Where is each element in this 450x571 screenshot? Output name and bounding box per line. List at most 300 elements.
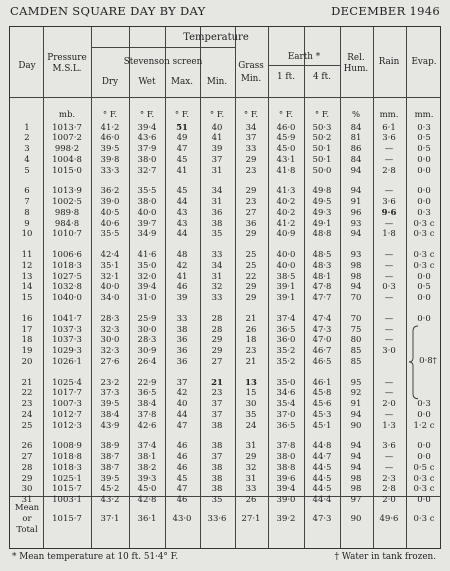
header-min: Min. xyxy=(206,77,228,87)
cell-rh: 70 xyxy=(350,293,362,303)
cell-grass: 22 xyxy=(245,271,257,282)
cell-wet: 35·0 xyxy=(137,260,157,271)
cell-e4: 45·8 xyxy=(312,388,332,399)
cell-wet: 42·6 xyxy=(137,420,157,431)
cell-min: 27 xyxy=(211,356,223,367)
cell-e1: 41·3 xyxy=(276,186,296,197)
cell-max: 39 xyxy=(176,293,188,303)
cell-evap: 0·0 xyxy=(417,197,431,207)
cell-wet: 40·0 xyxy=(137,207,157,218)
cell-evap: 0·5 xyxy=(417,144,431,154)
cell-grass: 23 xyxy=(245,197,257,207)
column-divider xyxy=(200,27,201,548)
header-evap: Evap. xyxy=(411,57,437,67)
cell-max: 43 xyxy=(176,218,188,229)
cell-rain: — xyxy=(384,388,394,399)
cell-max: 33 xyxy=(176,313,188,324)
cell-evap: 0·3 c xyxy=(413,484,435,495)
cell-rain: 2·8 xyxy=(382,484,396,495)
cell-rh: 75 xyxy=(350,324,362,335)
cell-e1: 35·2 xyxy=(276,346,296,356)
cell-rain: — xyxy=(384,324,394,335)
cell-max: 45 xyxy=(176,154,188,165)
cell-rh: 90 xyxy=(350,420,362,431)
cell-rain: — xyxy=(384,293,394,303)
summary-max: 43·0 xyxy=(172,514,192,524)
cell-wet: 37·9 xyxy=(137,144,157,154)
cell-rh: 94 xyxy=(350,409,362,420)
cell-grass: 33 xyxy=(245,484,257,495)
cell-p: 1029·3 xyxy=(52,346,82,356)
summary-wet: 36·1 xyxy=(137,514,157,524)
cell-grass: 32 xyxy=(245,462,257,473)
cell-max: 47 xyxy=(176,144,188,154)
cell-p: 1006·6 xyxy=(52,250,82,260)
cell-wet: 37·4 xyxy=(137,441,157,452)
cell-e4: 50·1 xyxy=(312,144,332,154)
cell-rain: 1·3 xyxy=(382,420,396,431)
column-divider xyxy=(91,27,92,548)
row-day: 3 xyxy=(24,144,30,154)
cell-p: 1012·7 xyxy=(52,409,82,420)
cell-wet: 36·5 xyxy=(137,388,157,399)
cell-evap: 0·3 c xyxy=(413,250,435,260)
cell-e1: 45·9 xyxy=(276,133,296,144)
cell-min: 41 xyxy=(211,133,223,144)
row-day: 17 xyxy=(21,324,33,335)
evap-frozen-value: 0·8† xyxy=(419,356,437,367)
cell-max: 47 xyxy=(176,420,188,431)
cell-e1: 41·2 xyxy=(276,218,296,229)
cell-p: 1013·9 xyxy=(52,186,82,197)
cell-p: 1012·3 xyxy=(52,420,82,431)
cell-e4: 44·4 xyxy=(312,495,332,505)
cell-e4: 44·7 xyxy=(312,452,332,462)
cell-p: 1013·7 xyxy=(52,122,82,133)
row-day: 22 xyxy=(21,388,33,399)
cell-rain: — xyxy=(384,154,394,165)
cell-rh: 94 xyxy=(350,165,362,176)
cell-rain: 1·8 xyxy=(382,229,396,240)
header-pressure-msl: M.S.L. xyxy=(52,64,82,74)
cell-evap: 0·0 xyxy=(417,165,431,176)
summary-label-mean: Mean xyxy=(14,503,40,513)
cell-wet: 43·6 xyxy=(137,133,157,144)
cell-e4: 46·5 xyxy=(312,356,332,367)
cell-rain: 2·3 xyxy=(382,473,396,484)
cell-rh: 81 xyxy=(350,133,362,144)
cell-max: 44 xyxy=(176,197,188,207)
cell-min: 35 xyxy=(211,229,223,240)
cell-min: 21 xyxy=(211,377,223,388)
cell-wet: 31·0 xyxy=(137,293,157,303)
cell-grass: 29 xyxy=(245,282,257,293)
cell-max: 36 xyxy=(176,346,188,356)
cell-rain: — xyxy=(384,250,394,260)
cell-grass: 29 xyxy=(245,229,257,240)
cell-rain: 3·6 xyxy=(382,133,396,144)
cell-grass: 24 xyxy=(245,420,257,431)
cell-wet: 34·9 xyxy=(137,229,157,240)
header-pressure: Pressure xyxy=(47,53,87,63)
cell-p: 1025·4 xyxy=(52,377,82,388)
cell-dry: 40·5 xyxy=(100,207,120,218)
cell-e1: 35·4 xyxy=(276,399,296,409)
cell-e4: 46·1 xyxy=(312,377,332,388)
cell-evap: 0·0 xyxy=(417,186,431,197)
cell-dry: 40·0 xyxy=(100,282,120,293)
cell-max: 41 xyxy=(176,165,188,176)
cell-p: 1008·9 xyxy=(52,441,82,452)
row-day: 6 xyxy=(24,186,30,197)
cell-e1: 39·0 xyxy=(276,495,296,505)
cell-e1: 45·0 xyxy=(276,144,296,154)
cell-evap: 0·0 xyxy=(417,271,431,282)
cell-grass: 31 xyxy=(245,441,257,452)
cell-e1: 41·8 xyxy=(276,165,296,176)
cell-wet: 38·4 xyxy=(137,399,157,409)
cell-max: 47 xyxy=(176,484,188,495)
cell-min: 38 xyxy=(211,462,223,473)
cell-min: 31 xyxy=(211,197,223,207)
cell-min: 28 xyxy=(211,313,223,324)
cell-dry: 42·4 xyxy=(100,250,120,260)
row-day: 1 xyxy=(24,122,30,133)
cell-e1: 34·6 xyxy=(276,388,296,399)
cell-e1: 40·9 xyxy=(276,229,296,240)
cell-max: 46 xyxy=(176,282,188,293)
cell-e1: 37·0 xyxy=(276,409,296,420)
unit-max: ° F. xyxy=(174,110,190,120)
cell-wet: 38·2 xyxy=(137,462,157,473)
cell-dry: 38·4 xyxy=(100,409,120,420)
cell-dry: 39·5 xyxy=(100,144,120,154)
column-divider xyxy=(235,27,236,548)
cell-wet: 32·7 xyxy=(137,165,157,176)
cell-grass: 26 xyxy=(245,495,257,505)
cell-dry: 32·3 xyxy=(100,346,120,356)
cell-e1: 40·2 xyxy=(276,207,296,218)
row-day: 26 xyxy=(21,441,33,452)
cell-e1: 39·6 xyxy=(276,473,296,484)
cell-wet: 39·7 xyxy=(137,218,157,229)
cell-min: 32 xyxy=(211,282,223,293)
cell-rh: 94 xyxy=(350,186,362,197)
header-earth-1ft: 1 ft. xyxy=(277,72,295,82)
cell-dry: 35·1 xyxy=(100,260,120,271)
row-day: 16 xyxy=(21,313,33,324)
cell-evap: 0·3 xyxy=(417,399,431,409)
cell-evap: 0·3 c xyxy=(413,260,435,271)
column-divider xyxy=(406,27,407,548)
cell-max: 42 xyxy=(176,388,188,399)
cell-e1: 36·0 xyxy=(276,335,296,346)
cell-grass: 29 xyxy=(245,293,257,303)
summary-grass: 27·1 xyxy=(241,514,261,524)
cell-e1: 40·2 xyxy=(276,197,296,207)
cell-p: 1032·8 xyxy=(52,282,82,293)
cell-dry: 34·0 xyxy=(100,293,120,303)
cell-rain: 2·0 xyxy=(382,399,396,409)
cell-max: 36 xyxy=(176,335,188,346)
cell-min: 34 xyxy=(211,260,223,271)
cell-min: 38 xyxy=(211,441,223,452)
cell-min: 38 xyxy=(211,218,223,229)
cell-evap: 0·0 xyxy=(417,452,431,462)
column-divider xyxy=(165,27,166,548)
summary-p: 1015·7 xyxy=(52,514,82,524)
cell-dry: 28·3 xyxy=(100,313,120,324)
cell-p: 1015·0 xyxy=(52,165,82,176)
cell-min: 38 xyxy=(211,484,223,495)
row-day: 2 xyxy=(24,133,30,144)
cell-min: 37 xyxy=(211,409,223,420)
cell-grass: 29 xyxy=(245,154,257,165)
cell-wet: 28·3 xyxy=(137,335,157,346)
cell-dry: 40·6 xyxy=(100,218,120,229)
cell-rain: 3·6 xyxy=(382,197,396,207)
column-divider xyxy=(304,27,305,548)
cell-wet: 26·4 xyxy=(137,356,157,367)
cell-min: 35 xyxy=(211,495,223,505)
cell-p: 1040·0 xyxy=(52,293,82,303)
unit-pressure: mb. xyxy=(58,110,76,120)
column-divider xyxy=(129,27,130,548)
cell-e4: 50·2 xyxy=(312,133,332,144)
cell-e4: 48·8 xyxy=(312,229,332,240)
cell-p: 1018·8 xyxy=(52,452,82,462)
cell-e1: 36·5 xyxy=(276,420,296,431)
cell-e1: 38·8 xyxy=(276,462,296,473)
cell-e4: 44·5 xyxy=(312,462,332,473)
cell-rh: 84 xyxy=(350,122,362,133)
cell-rain: — xyxy=(384,313,394,324)
cell-rh: 70 xyxy=(350,313,362,324)
cell-e1: 35·0 xyxy=(276,377,296,388)
cell-evap: 1·2 c xyxy=(413,420,435,431)
cell-e4: 48·5 xyxy=(312,250,332,260)
row-day: 9 xyxy=(24,218,30,229)
header-rain: Rain xyxy=(378,57,400,67)
cell-rain: — xyxy=(384,335,394,346)
cell-max: 49 xyxy=(176,133,188,144)
cell-grass: 29 xyxy=(245,186,257,197)
row-day: 31 xyxy=(21,495,33,505)
cell-e1: 40·0 xyxy=(276,260,296,271)
cell-grass: 15 xyxy=(245,388,257,399)
report-period: DECEMBER 1946 xyxy=(331,4,440,18)
cell-dry: 39·5 xyxy=(100,399,120,409)
header-day: Day xyxy=(18,61,36,71)
cell-e4: 47·0 xyxy=(312,335,332,346)
cell-min: 29 xyxy=(211,346,223,356)
cell-dry: 46·0 xyxy=(100,133,120,144)
row-day: 21 xyxy=(21,377,33,388)
cell-rain: 2·8 xyxy=(382,165,396,176)
cell-min: 37 xyxy=(211,452,223,462)
cell-min: 31 xyxy=(211,271,223,282)
cell-p: 1015·7 xyxy=(52,484,82,495)
cell-rain: — xyxy=(384,260,394,271)
cell-p: 1018·3 xyxy=(52,462,82,473)
cell-p: 1017·7 xyxy=(52,388,82,399)
cell-wet: 39·3 xyxy=(137,473,157,484)
unit-wet: ° F. xyxy=(139,110,155,120)
row-day: 29 xyxy=(21,473,33,484)
column-divider xyxy=(340,27,341,548)
cell-dry: 41·2 xyxy=(100,122,120,133)
cell-p: 1027·5 xyxy=(52,271,82,282)
cell-grass: 31 xyxy=(245,473,257,484)
unit-earth1: ° F. xyxy=(278,110,294,120)
cell-min: 33 xyxy=(211,250,223,260)
row-day: 30 xyxy=(21,484,33,495)
unit-min: ° F. xyxy=(209,110,225,120)
row-day: 23 xyxy=(21,399,33,409)
cell-e4: 50·3 xyxy=(312,122,332,133)
cell-min: 31 xyxy=(211,165,223,176)
cell-evap: 0·5 xyxy=(417,282,431,293)
cell-e4: 48·3 xyxy=(312,260,332,271)
cell-dry: 33·3 xyxy=(100,165,120,176)
header-earth-4ft: 4 ft. xyxy=(313,72,331,82)
cell-p: 1004·8 xyxy=(52,154,82,165)
cell-e4: 50·0 xyxy=(312,165,332,176)
page-header xyxy=(10,4,440,20)
cell-rain: 0·3 xyxy=(382,282,396,293)
cell-rh: 98 xyxy=(350,484,362,495)
cell-wet: 25·9 xyxy=(137,313,157,324)
row-day: 13 xyxy=(21,271,33,282)
cell-rh: 91 xyxy=(350,197,362,207)
cell-min: 23 xyxy=(211,388,223,399)
header-rule xyxy=(10,97,440,98)
row-day: 5 xyxy=(24,165,30,176)
cell-evap: 0·5 xyxy=(417,133,431,144)
cell-rh: 98 xyxy=(350,260,362,271)
cell-evap: 0·3 xyxy=(417,122,431,133)
cell-e4: 49·3 xyxy=(312,207,332,218)
column-divider xyxy=(43,27,44,548)
cell-grass: 35 xyxy=(245,409,257,420)
header-max: Max. xyxy=(170,77,194,87)
cell-min: 38 xyxy=(211,473,223,484)
cell-grass: 25 xyxy=(245,260,257,271)
header-earth: Earth * xyxy=(287,52,321,62)
cell-e1: 39·1 xyxy=(276,282,296,293)
row-day: 25 xyxy=(21,420,33,431)
footnote-frozen: † Water in tank frozen. xyxy=(334,552,436,562)
cell-min: 37 xyxy=(211,154,223,165)
cell-grass: 18 xyxy=(245,335,257,346)
cell-e4: 45·6 xyxy=(312,399,332,409)
cell-e4: 47·7 xyxy=(312,293,332,303)
cell-evap: 0·5 c xyxy=(413,462,435,473)
cell-e4: 49·5 xyxy=(312,197,332,207)
footnote-mean-temp: * Mean temperature at 10 ft. 51·4° F. xyxy=(12,552,179,562)
cell-wet: 38·0 xyxy=(137,197,157,207)
cell-e1: 43·1 xyxy=(276,154,296,165)
cell-dry: 23·2 xyxy=(100,377,120,388)
summary-rh: 90 xyxy=(350,514,362,524)
header-stevenson-screen: Stevenson screen xyxy=(123,57,203,67)
cell-p: 1010·7 xyxy=(52,229,82,240)
cell-rh: 92 xyxy=(350,388,362,399)
cell-rh: 93 xyxy=(350,250,362,260)
cell-grass: 21 xyxy=(245,313,257,324)
cell-rain: — xyxy=(384,462,394,473)
cell-dry: 39·5 xyxy=(100,473,120,484)
row-day: 14 xyxy=(21,282,33,293)
cell-rh: 94 xyxy=(350,441,362,452)
cell-rain: — xyxy=(384,377,394,388)
cell-evap: 0·0 xyxy=(417,495,431,505)
row-day: 24 xyxy=(21,409,33,420)
cell-max: 44 xyxy=(176,409,188,420)
cell-e4: 46·7 xyxy=(312,346,332,356)
temperature-rule xyxy=(91,47,235,48)
cell-grass: 25 xyxy=(245,250,257,260)
cell-dry: 32·3 xyxy=(100,324,120,335)
cell-p: 1025·1 xyxy=(52,473,82,484)
header-dry: Dry xyxy=(101,77,119,87)
summary-label-or: or xyxy=(22,514,32,524)
header-grass: Grass xyxy=(238,61,264,71)
column-divider xyxy=(373,27,374,548)
row-day: 11 xyxy=(21,250,33,260)
cell-dry: 30·0 xyxy=(100,335,120,346)
cell-rh: 94 xyxy=(350,452,362,462)
cell-e1: 40·0 xyxy=(276,250,296,260)
cell-rain: 3·0 xyxy=(382,346,396,356)
cell-rain: — xyxy=(384,452,394,462)
cell-rh: 98 xyxy=(350,271,362,282)
cell-max: 44 xyxy=(176,229,188,240)
cell-p: 1018·3 xyxy=(52,260,82,271)
cell-rain: 2·0 xyxy=(382,495,396,505)
cell-grass: 34 xyxy=(245,122,257,133)
cell-p: 1002·5 xyxy=(52,197,82,207)
cell-evap: 0·0 xyxy=(417,313,431,324)
cell-min: 38 xyxy=(211,420,223,431)
cell-dry: 43·9 xyxy=(100,420,120,431)
cell-e1: 39·1 xyxy=(276,293,296,303)
cell-p: 1037·3 xyxy=(52,335,82,346)
row-day: 8 xyxy=(24,207,30,218)
cell-rain: — xyxy=(384,186,394,197)
summary-evap: 0·3 c xyxy=(413,514,435,524)
cell-e4: 49·8 xyxy=(312,186,332,197)
cell-grass: 27 xyxy=(245,207,257,218)
cell-p: 989·8 xyxy=(54,207,80,218)
cell-grass: 30 xyxy=(245,399,257,409)
cell-rh: 84 xyxy=(350,154,362,165)
cell-evap: 0·3 c xyxy=(413,218,435,229)
summary-e4: 47·3 xyxy=(312,514,332,524)
cell-p: 998·2 xyxy=(54,144,80,154)
cell-rh: 96 xyxy=(350,207,362,218)
cell-min: 33 xyxy=(211,293,223,303)
cell-grass: 36 xyxy=(245,218,257,229)
unit-evap: mm. xyxy=(414,110,434,120)
unit-dry: ° F. xyxy=(102,110,118,120)
cell-e1: 38·0 xyxy=(276,452,296,462)
cell-wet: 38·1 xyxy=(137,452,157,462)
cell-evap: 0·3 xyxy=(417,207,431,218)
cell-min: 28 xyxy=(211,324,223,335)
header-hum: Hum. xyxy=(343,64,369,74)
cell-dry: 39·8 xyxy=(100,154,120,165)
